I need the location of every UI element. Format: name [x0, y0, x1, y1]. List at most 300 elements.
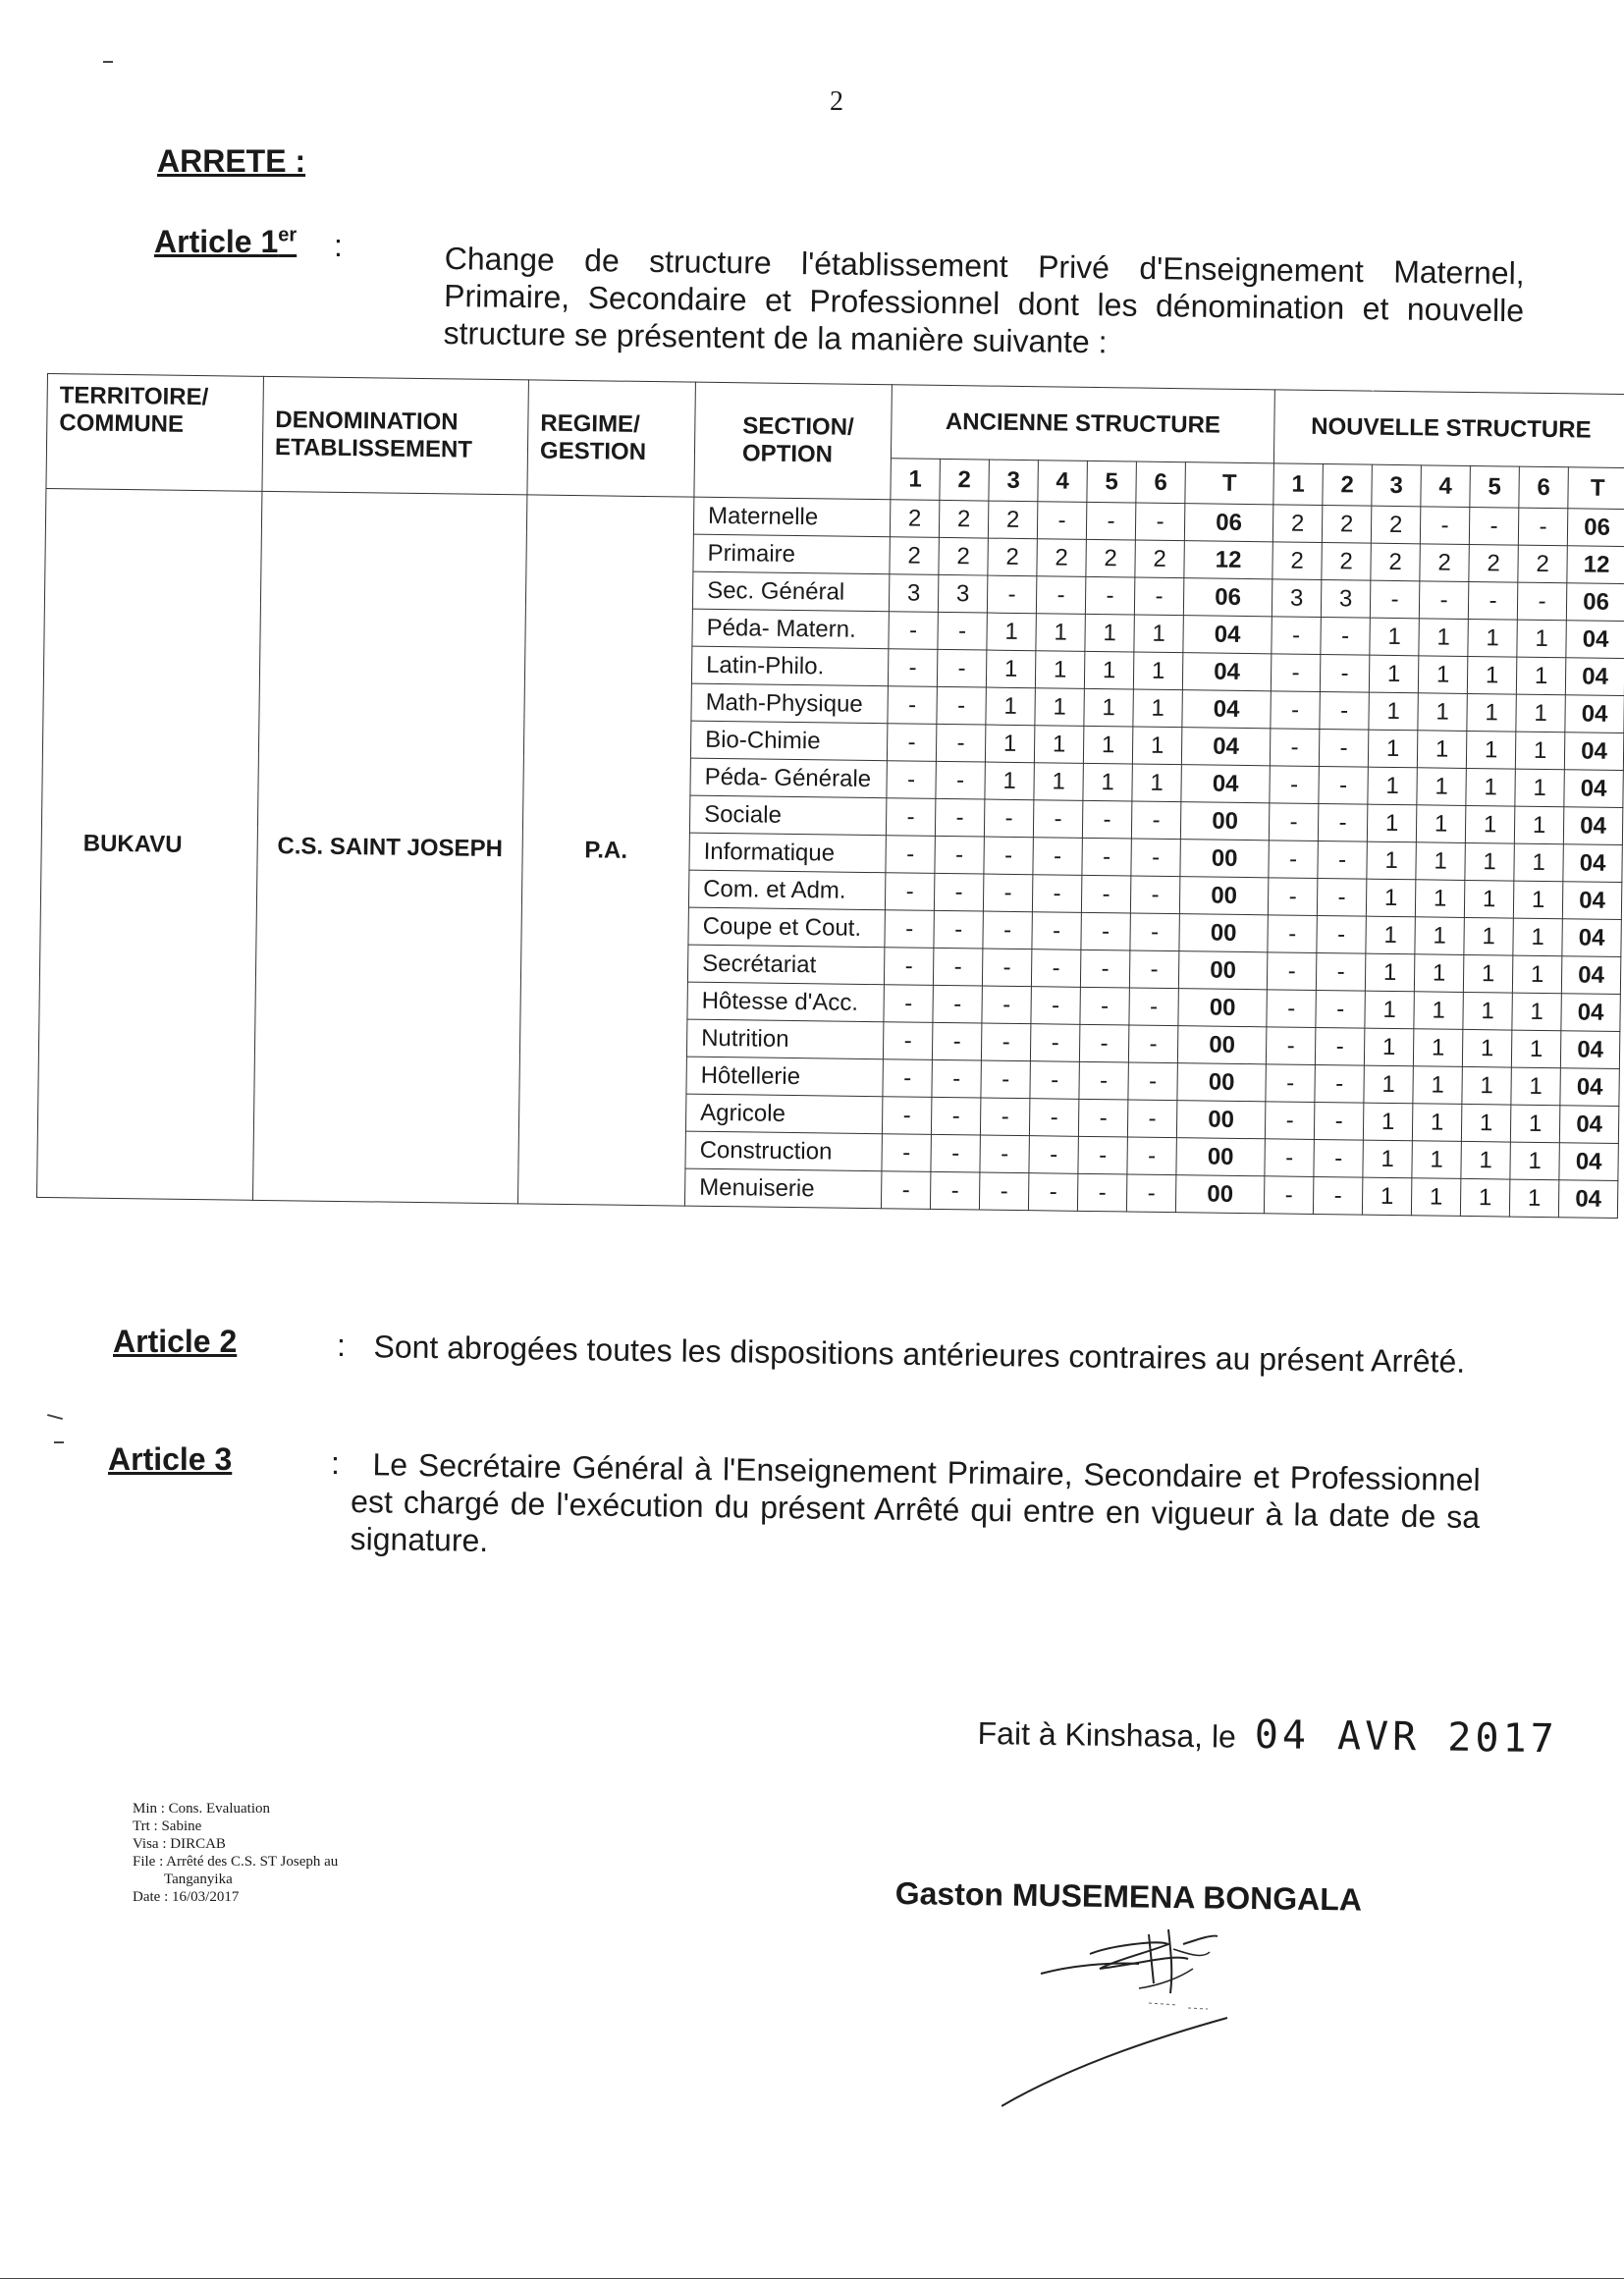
cell-nouvelle: 1	[1460, 1178, 1509, 1217]
cell-ancienne: -	[979, 1172, 1028, 1211]
cell-ancienne: 00	[1179, 877, 1269, 915]
cell-nouvelle: 2	[1272, 505, 1322, 543]
cell-ancienne: -	[884, 985, 933, 1023]
cell-ancienne: -	[1079, 1024, 1128, 1062]
cell-ancienne: -	[935, 836, 984, 874]
cell-nouvelle: -	[1316, 990, 1365, 1028]
cell-ancienne: -	[987, 575, 1036, 614]
cell-ancienne: 1	[986, 650, 1035, 688]
cell-ancienne: -	[885, 910, 934, 949]
cell-ancienne: 00	[1177, 1026, 1267, 1064]
header-regime: REGIME/ GESTION	[527, 380, 696, 497]
cell-ancienne: -	[1033, 800, 1082, 839]
cell-nouvelle: 04	[1565, 695, 1624, 733]
cell-nouvelle: -	[1269, 841, 1318, 879]
cell-nouvelle: 1	[1362, 1177, 1411, 1216]
header-ancienne-col: 1	[891, 459, 941, 500]
cell-nouvelle: -	[1518, 508, 1567, 546]
cell-nouvelle: 1	[1514, 843, 1563, 882]
cell-nouvelle: 04	[1566, 621, 1624, 659]
cell-nouvelle: -	[1420, 507, 1469, 545]
cell-ancienne: -	[983, 874, 1032, 912]
cell-nouvelle: 1	[1367, 841, 1416, 880]
cell-section: Informatique	[689, 833, 886, 873]
article2-colon: :	[337, 1328, 346, 1363]
cell-nouvelle: 04	[1558, 1180, 1617, 1219]
cell-ancienne: 1	[985, 725, 1034, 763]
cell-nouvelle: 1	[1513, 918, 1562, 956]
place-date-prefix: Fait à Kinshasa, le	[977, 1714, 1237, 1755]
cell-ancienne: -	[930, 1171, 979, 1210]
cell-nouvelle: -	[1313, 1176, 1362, 1215]
cell-nouvelle: -	[1314, 1102, 1363, 1140]
cell-ancienne: -	[983, 911, 1032, 950]
place-date	[977, 1709, 1558, 1762]
cell-section: Nutrition	[686, 1019, 883, 1059]
header-ancienne-col: 5	[1087, 461, 1137, 503]
cell-nouvelle: 1	[1463, 954, 1512, 993]
cell-nouvelle: -	[1314, 1139, 1363, 1177]
header-nouvelle-col: 3	[1372, 465, 1422, 507]
cell-ancienne: 3	[938, 574, 987, 613]
cell-nouvelle: -	[1320, 691, 1369, 730]
cell-section: Construction	[685, 1131, 882, 1171]
cell-nouvelle: -	[1315, 1064, 1364, 1103]
cell-ancienne: 1	[1083, 726, 1132, 764]
cell-nouvelle: -	[1319, 766, 1368, 804]
cell-nouvelle: -	[1271, 654, 1320, 692]
article1-title	[154, 224, 297, 260]
footer-note: Date : 16/03/2017	[133, 1889, 240, 1905]
cell-nouvelle: 04	[1560, 1068, 1619, 1107]
cell-nouvelle: -	[1270, 729, 1319, 767]
cell-section: Agricole	[685, 1094, 882, 1134]
cell-nouvelle: 1	[1511, 1067, 1560, 1106]
footer-note: Tanganyika	[164, 1872, 233, 1887]
cell-nouvelle: -	[1317, 878, 1366, 916]
structure-table	[36, 373, 1624, 1219]
cell-nouvelle: 1	[1515, 769, 1564, 807]
cell-ancienne: -	[938, 612, 987, 650]
article2-text-body: Sont abrogées toutes les dispositions antérieures contraires au présent Arrêté.	[373, 1329, 1466, 1380]
cell-section: Coupe et Cout.	[688, 907, 885, 948]
cell-nouvelle: 1	[1412, 1141, 1461, 1179]
cell-ancienne: -	[1031, 987, 1080, 1025]
cell-nouvelle: 1	[1419, 619, 1468, 657]
cell-section: Sec. Général	[692, 571, 889, 612]
cell-nouvelle: 2	[1322, 506, 1371, 544]
cell-nouvelle: 1	[1369, 692, 1418, 731]
cell-ancienne: -	[1037, 502, 1086, 540]
cell-nouvelle: 1	[1365, 991, 1414, 1029]
header-denomination: DENOMINATION ETABLISSEMENT	[262, 376, 529, 495]
cell-nouvelle: 2	[1371, 543, 1420, 581]
cell-ancienne: -	[1128, 1025, 1177, 1063]
cell-nouvelle: -	[1319, 729, 1368, 767]
cell-nouvelle: 06	[1567, 509, 1624, 547]
cell-ancienne: -	[1029, 1136, 1078, 1174]
cell-ancienne: 04	[1183, 616, 1272, 654]
cell-ancienne: 2	[1037, 539, 1086, 577]
header-nouvelle-col: T	[1568, 467, 1624, 509]
cell-ancienne: 00	[1180, 802, 1270, 841]
cell-nouvelle: 1	[1464, 880, 1513, 918]
cell-ancienne: 1	[1133, 689, 1182, 728]
cell-section: Hôtellerie	[686, 1057, 883, 1097]
cell-ancienne: 1	[1132, 764, 1181, 802]
cell-nouvelle: 1	[1369, 655, 1418, 693]
cell-ancienne: -	[1029, 1099, 1078, 1137]
cell-section: Menuiserie	[684, 1168, 881, 1209]
cell-nouvelle: -	[1469, 507, 1518, 545]
cell-nouvelle: 04	[1561, 956, 1620, 995]
cell-nouvelle: 1	[1462, 1029, 1511, 1067]
cell-nouvelle: 1	[1366, 916, 1415, 954]
cell-denomination: C.S. SAINT JOSEPH	[252, 491, 526, 1203]
cell-nouvelle: -	[1468, 581, 1517, 620]
table-body	[37, 488, 1624, 1218]
cell-ancienne: 1	[1034, 726, 1083, 764]
cell-ancienne: -	[932, 1059, 981, 1098]
cell-nouvelle: 1	[1415, 880, 1464, 918]
cell-ancienne: -	[932, 1022, 981, 1060]
cell-section: Latin-Philo.	[691, 646, 888, 686]
cell-nouvelle: 04	[1564, 770, 1623, 808]
article1-text: Change de structure l'établissement Privé d'Enseignement Maternel, Primaire, Secondaire et Professionnel dont les dénomination et nouvelle structure se présentent de la manière suivante :	[443, 240, 1525, 360]
cell-nouvelle: 1	[1364, 1065, 1413, 1104]
cell-nouvelle: 04	[1563, 844, 1622, 883]
cell-nouvelle: 1	[1517, 620, 1566, 658]
signatory-name: Gaston MUSEMENA BONGALA	[894, 1875, 1363, 1918]
cell-nouvelle: -	[1316, 952, 1365, 991]
cell-ancienne: -	[1130, 913, 1179, 951]
cell-ancienne: -	[1077, 1173, 1126, 1212]
cell-ancienne: -	[982, 986, 1031, 1024]
cell-nouvelle: 1	[1467, 656, 1516, 694]
cell-nouvelle: -	[1264, 1176, 1313, 1215]
cell-ancienne: 04	[1181, 728, 1271, 766]
cell-ancienne: -	[1033, 838, 1082, 876]
cell-ancienne: -	[883, 1022, 932, 1060]
cell-ancienne: -	[937, 686, 986, 725]
article3-text-body: Le Secrétaire Général à l'Enseignement Primaire, Secondaire et Professionnel est chargé de l'exécution du présent Arrêté qui entre en vigueur à la date de sa signature.	[350, 1446, 1481, 1558]
cell-ancienne: -	[889, 612, 938, 650]
cell-nouvelle: 1	[1418, 693, 1467, 732]
cell-ancienne: 00	[1176, 1138, 1266, 1176]
header-ancienne-col: 3	[989, 461, 1039, 502]
header-nouvelle-col: 6	[1519, 467, 1569, 509]
cell-ancienne: 1	[1134, 615, 1183, 653]
header-nouvelle-col: 2	[1323, 464, 1373, 506]
cell-ancienne: -	[1079, 1061, 1128, 1100]
cell-nouvelle: -	[1315, 1027, 1364, 1065]
cell-ancienne: 00	[1176, 1101, 1266, 1139]
cell-ancienne: -	[1129, 950, 1178, 989]
cell-ancienne: -	[933, 985, 982, 1023]
cell-ancienne: 1	[985, 762, 1034, 800]
footer-note: Visa : DIRCAB	[133, 1836, 226, 1852]
cell-nouvelle: 1	[1462, 1066, 1511, 1105]
cell-ancienne: -	[886, 836, 935, 874]
cell-ancienne: 1	[1084, 651, 1133, 689]
cell-ancienne: -	[1036, 576, 1085, 615]
cell-ancienne: 1	[987, 613, 1036, 651]
cell-ancienne: 1	[1083, 763, 1132, 801]
cell-ancienne: -	[888, 649, 937, 687]
cell-nouvelle: -	[1265, 1139, 1314, 1177]
cell-ancienne: -	[1081, 912, 1130, 950]
cell-ancienne: 04	[1181, 765, 1271, 803]
cell-nouvelle: 04	[1562, 882, 1621, 920]
cell-ancienne: -	[1080, 987, 1129, 1025]
cell-nouvelle: 3	[1321, 580, 1370, 619]
cell-nouvelle: -	[1267, 990, 1316, 1028]
cell-nouvelle: -	[1266, 1027, 1315, 1065]
cell-ancienne: -	[1081, 875, 1130, 913]
cell-nouvelle: 3	[1272, 579, 1321, 618]
cell-ancienne: -	[1131, 801, 1180, 840]
cell-ancienne: -	[884, 948, 933, 986]
cell-nouvelle: 1	[1363, 1103, 1412, 1141]
cell-ancienne: -	[981, 1023, 1030, 1061]
cell-nouvelle: 1	[1370, 618, 1419, 656]
cell-section: Péda- Matern.	[692, 609, 889, 649]
cell-ancienne: -	[1127, 1137, 1176, 1175]
margin-mark	[54, 1441, 64, 1443]
cell-nouvelle: 1	[1366, 879, 1415, 917]
cell-nouvelle: 1	[1415, 917, 1464, 955]
cell-nouvelle: 1	[1465, 842, 1514, 881]
cell-nouvelle: -	[1517, 582, 1566, 621]
cell-ancienne: -	[1135, 503, 1184, 541]
margin-mark	[103, 61, 113, 63]
cell-ancienne: 1	[1133, 652, 1182, 690]
article2-text	[355, 1328, 1485, 1381]
cell-nouvelle: 1	[1468, 619, 1517, 657]
cell-ancienne: -	[1082, 800, 1131, 839]
cell-ancienne: 1	[1036, 614, 1085, 652]
cell-section: Com. et Adm.	[688, 870, 885, 910]
cell-ancienne: 1	[1035, 651, 1084, 689]
cell-ancienne: 1	[1084, 688, 1133, 727]
header-territoire: TERRITOIRE/ COMMUNE	[46, 374, 264, 492]
cell-ancienne: -	[1128, 1062, 1177, 1101]
cell-nouvelle: 1	[1368, 730, 1417, 768]
cell-ancienne: -	[882, 1134, 931, 1172]
cell-territoire: BUKAVU	[37, 488, 262, 1200]
cell-nouvelle: 1	[1512, 993, 1561, 1031]
cell-ancienne: -	[1080, 950, 1129, 988]
cell-nouvelle: -	[1318, 841, 1367, 879]
cell-nouvelle: 1	[1516, 694, 1565, 733]
cell-ancienne: 2	[890, 500, 939, 538]
header-ancienne-col: 2	[940, 460, 990, 501]
header-ancienne-col: 4	[1038, 461, 1088, 502]
cell-ancienne: 1	[1034, 763, 1083, 801]
cell-ancienne: -	[933, 948, 982, 986]
cell-ancienne: 2	[890, 537, 939, 575]
footer-note: File : Arrêté des C.S. ST Joseph au	[133, 1854, 339, 1870]
cell-nouvelle: 1	[1465, 805, 1514, 843]
cell-ancienne: 2	[988, 538, 1037, 576]
cell-nouvelle: 1	[1414, 954, 1463, 993]
cell-nouvelle: 1	[1464, 917, 1513, 955]
cell-ancienne: -	[885, 873, 934, 911]
cell-nouvelle: 1	[1515, 732, 1564, 770]
cell-ancienne: 1	[986, 687, 1035, 726]
cell-ancienne: 2	[988, 501, 1037, 539]
cell-ancienne: 00	[1177, 1063, 1267, 1102]
cell-nouvelle: 1	[1416, 805, 1465, 843]
cell-ancienne: -	[936, 724, 985, 762]
cell-ancienne: -	[1078, 1136, 1127, 1174]
cell-nouvelle: -	[1271, 691, 1320, 730]
cell-nouvelle: 1	[1367, 804, 1416, 842]
cell-nouvelle: 1	[1512, 955, 1561, 994]
cell-nouvelle: 1	[1368, 767, 1417, 805]
heading-arrete: ARRETE :	[157, 143, 306, 179]
footer-note: Trt : Sabine	[133, 1818, 202, 1834]
cell-nouvelle: 1	[1413, 1066, 1462, 1105]
article1-title-text: Article 1	[154, 224, 279, 259]
cell-nouvelle: -	[1321, 618, 1370, 656]
cell-section: Péda- Générale	[690, 758, 887, 798]
cell-nouvelle: 1	[1466, 768, 1515, 806]
cell-nouvelle: 1	[1463, 992, 1512, 1030]
cell-ancienne: 06	[1184, 504, 1273, 542]
cell-section: Math-Physique	[691, 683, 888, 724]
cell-nouvelle: -	[1272, 617, 1321, 655]
cell-nouvelle: 1	[1510, 1105, 1559, 1143]
cell-ancienne: -	[981, 1060, 1030, 1099]
cell-nouvelle: 1	[1511, 1030, 1560, 1068]
cell-ancienne: -	[1031, 950, 1080, 988]
cell-section: Hôtesse d'Acc.	[687, 982, 884, 1022]
cell-ancienne: -	[1032, 875, 1081, 913]
header-ancienne-structure: ANCIENNE STRUCTURE	[891, 385, 1274, 464]
cell-ancienne: 2	[939, 537, 988, 575]
cell-section: Secrétariat	[687, 945, 884, 985]
cell-nouvelle: 04	[1565, 658, 1624, 696]
cell-ancienne: -	[1030, 1024, 1079, 1062]
cell-nouvelle: -	[1320, 655, 1369, 693]
cell-ancienne: 3	[889, 574, 938, 613]
table-header-row	[47, 374, 1624, 469]
cell-nouvelle: 2	[1518, 545, 1567, 583]
cell-nouvelle: 04	[1560, 1031, 1619, 1069]
cell-ancienne: -	[887, 761, 936, 799]
article2-title: Article 2	[113, 1324, 238, 1359]
cell-ancienne: 1	[1035, 688, 1084, 727]
header-nouvelle-structure: NOUVELLE STRUCTURE	[1273, 390, 1624, 468]
cell-nouvelle: 1	[1509, 1179, 1558, 1218]
header-ancienne-col: 6	[1136, 461, 1186, 503]
cell-ancienne: -	[888, 686, 937, 725]
cell-nouvelle: 1	[1411, 1178, 1460, 1217]
cell-ancienne: -	[881, 1171, 930, 1210]
cell-nouvelle: 1	[1416, 842, 1465, 881]
cell-ancienne: -	[1130, 876, 1179, 914]
cell-ancienne: 12	[1184, 541, 1273, 579]
cell-nouvelle: 1	[1417, 768, 1466, 806]
cell-ancienne: -	[984, 799, 1033, 838]
page-number: 2	[830, 86, 843, 117]
cell-nouvelle: 1	[1365, 953, 1414, 992]
cell-nouvelle: -	[1266, 1064, 1315, 1103]
cell-ancienne: 2	[939, 500, 988, 538]
cell-ancienne: 00	[1180, 840, 1270, 878]
header-nouvelle-col: 4	[1421, 465, 1471, 507]
cell-nouvelle: -	[1268, 878, 1317, 916]
signature	[1001, 1925, 1326, 2121]
cell-ancienne: -	[1129, 988, 1178, 1026]
footer-note: Min : Cons. Evaluation	[133, 1801, 270, 1817]
cell-nouvelle: 1	[1412, 1104, 1461, 1142]
cell-nouvelle: 1	[1413, 1029, 1462, 1067]
cell-nouvelle: 1	[1414, 992, 1463, 1030]
margin-mark	[47, 1414, 63, 1420]
cell-nouvelle: 1	[1363, 1140, 1412, 1178]
cell-nouvelle: 1	[1467, 693, 1516, 732]
date-stamp: 04 AVR 2017	[1254, 1711, 1558, 1763]
cell-ancienne: -	[1030, 1061, 1079, 1100]
cell-nouvelle: -	[1419, 581, 1468, 620]
cell-ancienne: -	[887, 724, 936, 762]
cell-nouvelle: -	[1318, 803, 1367, 841]
cell-ancienne: -	[931, 1134, 980, 1172]
cell-nouvelle: 1	[1364, 1028, 1413, 1066]
cell-ancienne: -	[1131, 839, 1180, 877]
cell-nouvelle: 1	[1513, 881, 1562, 919]
cell-nouvelle: -	[1265, 1102, 1314, 1140]
article3-colon: :	[331, 1445, 340, 1481]
cell-nouvelle: 06	[1566, 583, 1624, 622]
cell-ancienne: -	[1085, 576, 1134, 615]
cell-nouvelle: 1	[1461, 1104, 1510, 1142]
cell-ancienne: -	[980, 1098, 1029, 1136]
cell-nouvelle: -	[1268, 915, 1317, 953]
cell-ancienne: -	[1134, 577, 1183, 616]
cell-nouvelle: -	[1267, 952, 1316, 991]
cell-nouvelle: 1	[1418, 656, 1467, 694]
header-nouvelle-col: 5	[1470, 466, 1520, 508]
cell-nouvelle: 04	[1559, 1106, 1618, 1144]
cell-ancienne: -	[937, 649, 986, 687]
cell-ancienne: 2	[1135, 540, 1184, 578]
cell-ancienne: -	[1086, 502, 1135, 540]
cell-ancienne: 06	[1183, 578, 1272, 617]
cell-ancienne: -	[980, 1135, 1029, 1173]
cell-ancienne: -	[931, 1097, 980, 1135]
cell-nouvelle: 2	[1371, 506, 1420, 544]
cell-ancienne: -	[934, 910, 983, 949]
cell-nouvelle: -	[1269, 803, 1318, 841]
cell-nouvelle: 1	[1516, 657, 1565, 695]
cell-nouvelle: 12	[1567, 546, 1624, 584]
cell-ancienne: 00	[1178, 989, 1268, 1027]
cell-ancienne: 04	[1182, 690, 1272, 729]
cell-nouvelle: 2	[1272, 542, 1322, 580]
cell-nouvelle: 04	[1562, 919, 1621, 957]
cell-nouvelle: -	[1370, 580, 1419, 619]
cell-ancienne: -	[883, 1059, 932, 1098]
cell-nouvelle: -	[1317, 915, 1366, 953]
cell-ancienne: -	[1032, 912, 1081, 950]
cell-ancienne: -	[1126, 1174, 1175, 1213]
cell-ancienne: 00	[1178, 951, 1268, 990]
header-ancienne-col: T	[1185, 462, 1274, 505]
cell-ancienne: 00	[1175, 1175, 1265, 1214]
